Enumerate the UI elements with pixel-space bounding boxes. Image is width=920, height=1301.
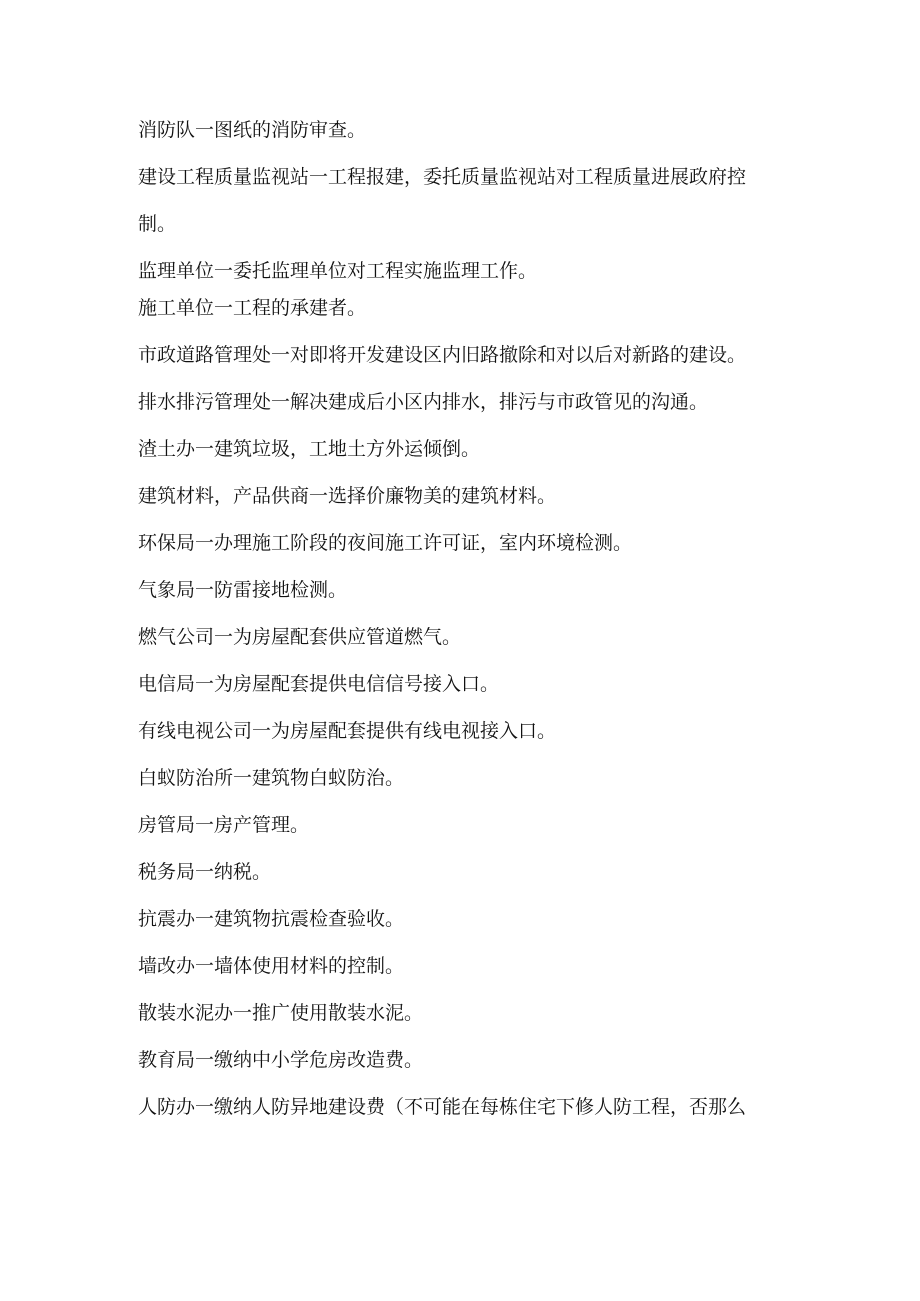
text-line-housing-bureau: 房管局一房产管理。 — [138, 814, 310, 836]
text-line-materials-supplier: 建筑材料，产品供商一选择价廉物美的建筑材料。 — [138, 485, 557, 507]
document-body — [138, 112, 798, 1136]
text-line-municipal-roads: 市政道路管理处一对即将开发建设区内旧路撤除和对以后对新路的建设。 — [138, 344, 747, 366]
text-line-seismic-office: 抗震办一建筑物抗震检查验收。 — [138, 908, 405, 930]
text-line-termite-control: 白蚁防治所一建筑物白蚁防治。 — [138, 767, 405, 789]
text-line-construction-unit: 施工单位一工程的承建者。 — [138, 297, 367, 319]
text-line-fire-brigade: 消防队一图纸的消防审查。 — [138, 119, 367, 141]
text-line-quality-station-cont: 制。 — [138, 213, 177, 235]
text-line-supervision: 监理单位一委托监理单位对工程实施监理工作。 — [138, 260, 538, 282]
text-line-quality-station: 建设工程质量监视站一工程报建，委托质量监视站对工程质量进展政府控 — [138, 166, 747, 188]
text-line-wall-reform: 墙改办一墙体使用材料的控制。 — [138, 955, 405, 977]
text-line-drainage: 排水排污管理处一解决建成后小区内排水，排污与市政管见的沟通。 — [138, 391, 709, 413]
text-line-civil-defense: 人防办一缴纳人防异地建设费（不可能在每栋住宅下修人防工程，否那么 — [138, 1096, 747, 1118]
text-line-meteorological: 气象局一防雷接地检测。 — [138, 579, 348, 601]
text-line-environmental: 环保局一办理施工阶段的夜间施工许可证，室内环境检测。 — [138, 532, 633, 554]
text-line-tax-bureau: 税务局一纳税。 — [138, 861, 272, 883]
text-line-spoil-office: 渣土办一建筑垃圾，工地土方外运倾倒。 — [138, 438, 481, 460]
text-line-bulk-cement: 散装水泥办一推广使用散装水泥。 — [138, 1002, 424, 1024]
text-line-education-bureau: 教育局一缴纳中小学危房改造费。 — [138, 1049, 424, 1071]
text-line-cable-tv: 有线电视公司一为房屋配套提供有线电视接入口。 — [138, 720, 557, 742]
text-line-telecom: 电信局一为房屋配套提供电信信号接入口。 — [138, 673, 500, 695]
text-line-gas-company: 燃气公司一为房屋配套供应管道燃气。 — [138, 626, 462, 648]
